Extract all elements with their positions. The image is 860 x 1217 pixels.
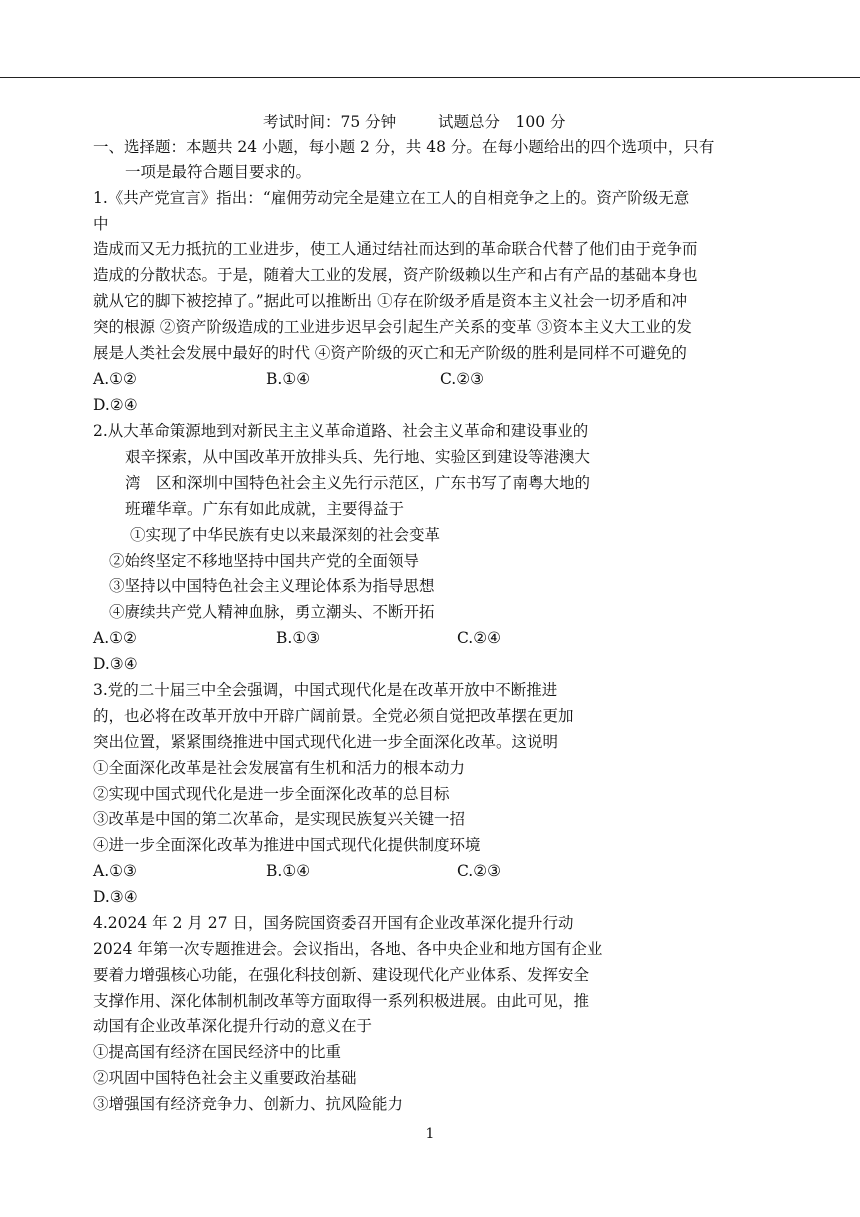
q3-choice-3: ③改革是中国的第二次革命，是实现民族复兴关键一招 (93, 810, 466, 828)
section-heading-cont: 一项是最符合题目要求的。 (125, 163, 312, 181)
q4-stem-line: 2024 年第一次专题推进会。会议指出，各地、各中央企业和地方国有企业 (93, 940, 603, 958)
q1-option-a: A.①② (93, 370, 137, 388)
q1-option-c: C.②③ (440, 370, 485, 388)
q4-stem-line: 要着力增强核心功能，在强化科技创新、建设现代化产业体系、发挥安全 (93, 966, 590, 984)
q3-choice-2: ②实现中国式现代化是进一步全面深化改革的总目标 (93, 785, 450, 803)
q1-stem-line: 展是人类社会发展中最好的时代 ④资产阶级的灭亡和无产阶级的胜利是同样不可避免的 (93, 344, 687, 362)
q1-stem-line: 造成而又无力抵抗的工业进步，使工人通过结社而达到的革命联合代替了他们由于竞争而 (93, 240, 698, 258)
q4-choice-3: ③增强国有经济竞争力、创新力、抗风险能力 (93, 1095, 404, 1113)
q1-option-b: B.①④ (266, 370, 311, 388)
q3-option-d: D.③④ (93, 888, 138, 906)
q2-option-d: D.③④ (93, 655, 138, 673)
q3-option-a: A.①③ (93, 862, 137, 880)
q2-stem-line: 2.从大革命策源地到对新民主主义革命道路、社会主义革命和建设事业的 (93, 422, 589, 440)
page-number: 1 (425, 1126, 435, 1142)
q1-stem-line: 造成的分散状态。于是，随着大工业的发展，资产阶级赖以生产和占有产品的基础本身也 (93, 266, 698, 284)
q3-choice-4: ④进一步全面深化改革为推进中国式现代化提供制度环境 (93, 836, 481, 854)
q2-choice-2: ②始终坚定不移地坚持中国共产党的全面领导 (109, 552, 420, 570)
q4-choice-2: ②巩固中国特色社会主义重要政治基础 (93, 1069, 357, 1087)
q3-stem-line: 3.党的二十届三中全会强调，中国式现代化是在改革开放中不断推进 (93, 681, 558, 699)
q4-stem-line: 4.2024 年 2 月 27 日，国务院国资委召开国有企业改革深化提升行动 (93, 914, 574, 932)
q3-option-c: C.②③ (457, 862, 502, 880)
q1-stem-line: 就从它的脚下被挖掉了。”据此可以推断出 ①存在阶级矛盾是资本主义社会一切矛盾和冲 (93, 292, 688, 310)
header-rule (0, 77, 860, 78)
q1-stem-line: 1.《共产党宣言》指出：“雇佣劳动完全是建立在工人的自相竞争之上的。资产阶级无意 (93, 189, 690, 207)
q4-choice-1: ①提高国有经济在国民经济中的比重 (93, 1043, 342, 1061)
q4-stem-line: 支撑作用、深化体制机制改革等方面取得一系列积极进展。由此可见，推 (93, 992, 590, 1010)
q2-choice-3: ③坚持以中国特色社会主义理论体系为指导思想 (109, 577, 435, 595)
q2-stem-line: 班瓘华章。广东有如此成就，主要得益于 (125, 500, 405, 518)
q2-option-a: A.①② (93, 629, 137, 647)
q3-choice-1: ①全面深化改革是社会发展富有生机和活力的根本动力 (93, 759, 466, 777)
total-score: 试题总分 100 分 (438, 113, 566, 131)
exam-time: 考试时间：75 分钟 (263, 113, 397, 131)
q1-option-d: D.②④ (93, 396, 138, 414)
q1-stem-line: 中 (93, 215, 109, 233)
q3-stem-line: 的，也必将在改革开放中开辟广阔前景。全党必须自觉把改革摆在更加 (93, 707, 574, 725)
q2-option-b: B.①③ (276, 629, 321, 647)
q3-option-b: B.①④ (266, 862, 311, 880)
q2-stem-line: 艰辛探索，从中国改革开放排头兵、先行地、实验区到建设等港澳大 (125, 448, 591, 466)
q3-stem-line: 突出位置，紧紧围绕推进中国式现代化进一步全面深化改革。这说明 (93, 733, 559, 751)
q2-choice-4: ④赓续共产党人精神血脉，勇立潮头、不断开拓 (109, 603, 435, 621)
q2-stem-line: 湾 区和深圳中国特色社会主义先行示范区，广东书写了南粤大地的 (125, 474, 591, 492)
q2-choice-1: ①实现了中华民族有史以来最深刻的社会变革 (130, 526, 441, 544)
q2-option-c: C.②④ (457, 629, 502, 647)
q4-stem-line: 动国有企业改革深化提升行动的意义在于 (93, 1017, 373, 1035)
section-heading: 一、选择题：本题共 24 小题，每小题 2 分，共 48 分。在每小题给出的四个选项中，只有 (93, 138, 715, 156)
q1-stem-line: 突的根源 ②资产阶级造成的工业进步迟早会引起生产关系的变革 ③资本主义大工业的发 (93, 318, 692, 336)
